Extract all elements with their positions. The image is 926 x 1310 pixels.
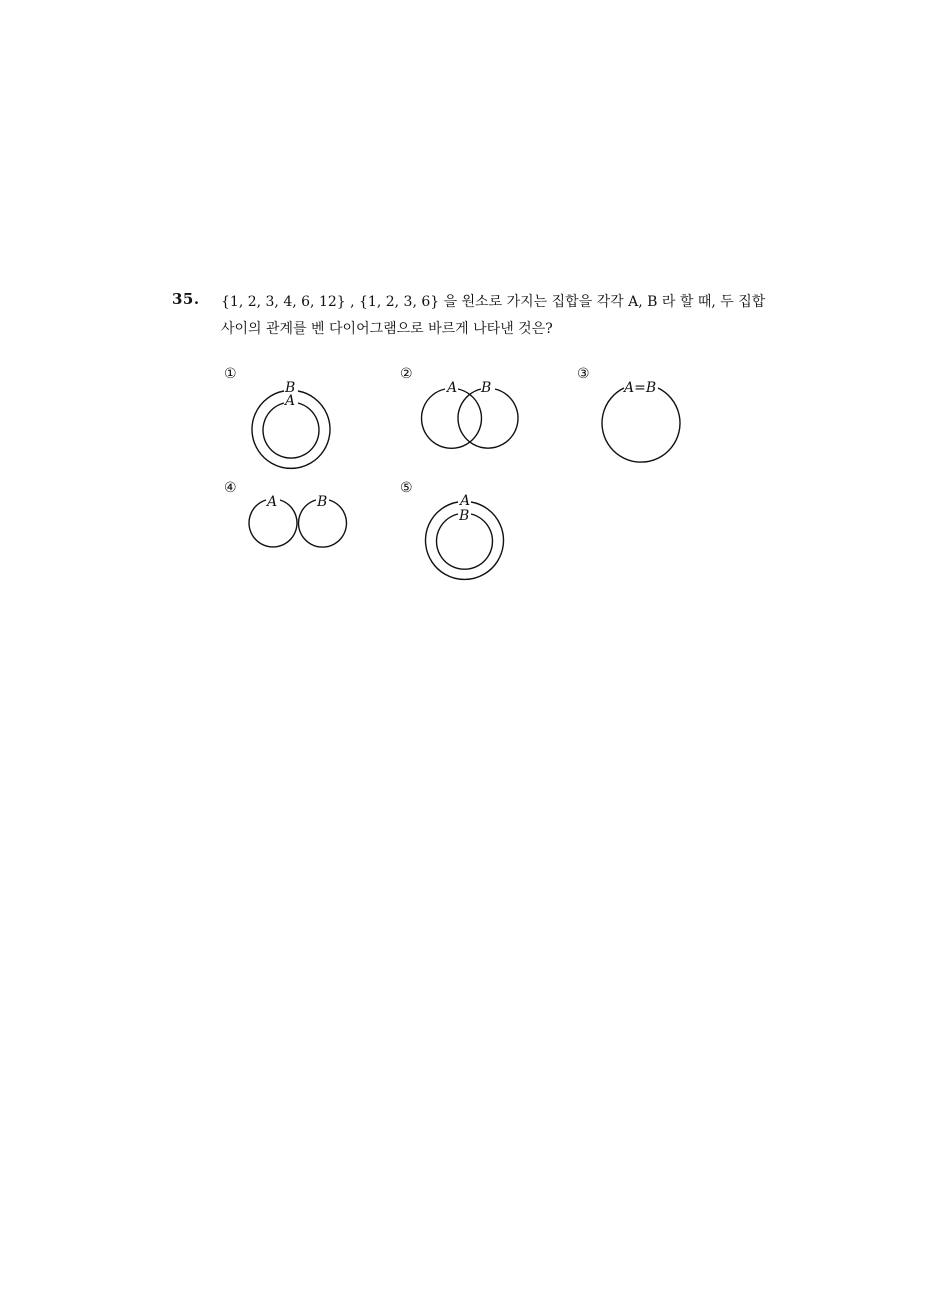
question-text-line1: {1, 2, 3, 4, 6, 12} , {1, 2, 3, 6} 을 원소로 가지는 집합을 각각 A, B 라 할 때, 두 집합 (221, 294, 766, 310)
choice-4-left-label: A (267, 494, 278, 510)
choice-2-left-circle (422, 389, 482, 448)
choice-4-right-label: B (317, 494, 328, 510)
choice-3-label: A=B (624, 380, 657, 396)
choice-4-marker[interactable]: ④ (224, 480, 237, 496)
question-number: 35. (172, 290, 200, 308)
choice-5-inner-label: B (459, 508, 470, 524)
choice-3-circle (602, 388, 680, 462)
choice-2-left-label: A (447, 380, 458, 396)
choice-4-diagram[interactable] (240, 490, 360, 560)
choice-1-inner-label: A (285, 393, 296, 409)
choice-2-right-circle (458, 389, 518, 448)
choice-2-marker[interactable]: ② (400, 366, 413, 382)
choice-1-inner-circle (263, 403, 319, 458)
question-text-line2: 사이의 관계를 벤 다이어그램으로 바르게 나타낸 것은? (221, 321, 553, 337)
choice-5-marker[interactable]: ⑤ (400, 480, 413, 496)
choice-2-diagram[interactable] (415, 375, 525, 455)
choice-2-right-label: B (481, 380, 492, 396)
choice-1-marker[interactable]: ① (224, 366, 237, 382)
choice-1-outer-label: B (285, 380, 296, 396)
choice-3-marker[interactable]: ③ (577, 366, 590, 382)
choice-5-outer-label: A (460, 493, 471, 509)
choice-1-diagram[interactable] (240, 375, 340, 475)
choice-3-diagram[interactable] (595, 375, 695, 475)
choice-5-diagram[interactable] (415, 490, 515, 590)
